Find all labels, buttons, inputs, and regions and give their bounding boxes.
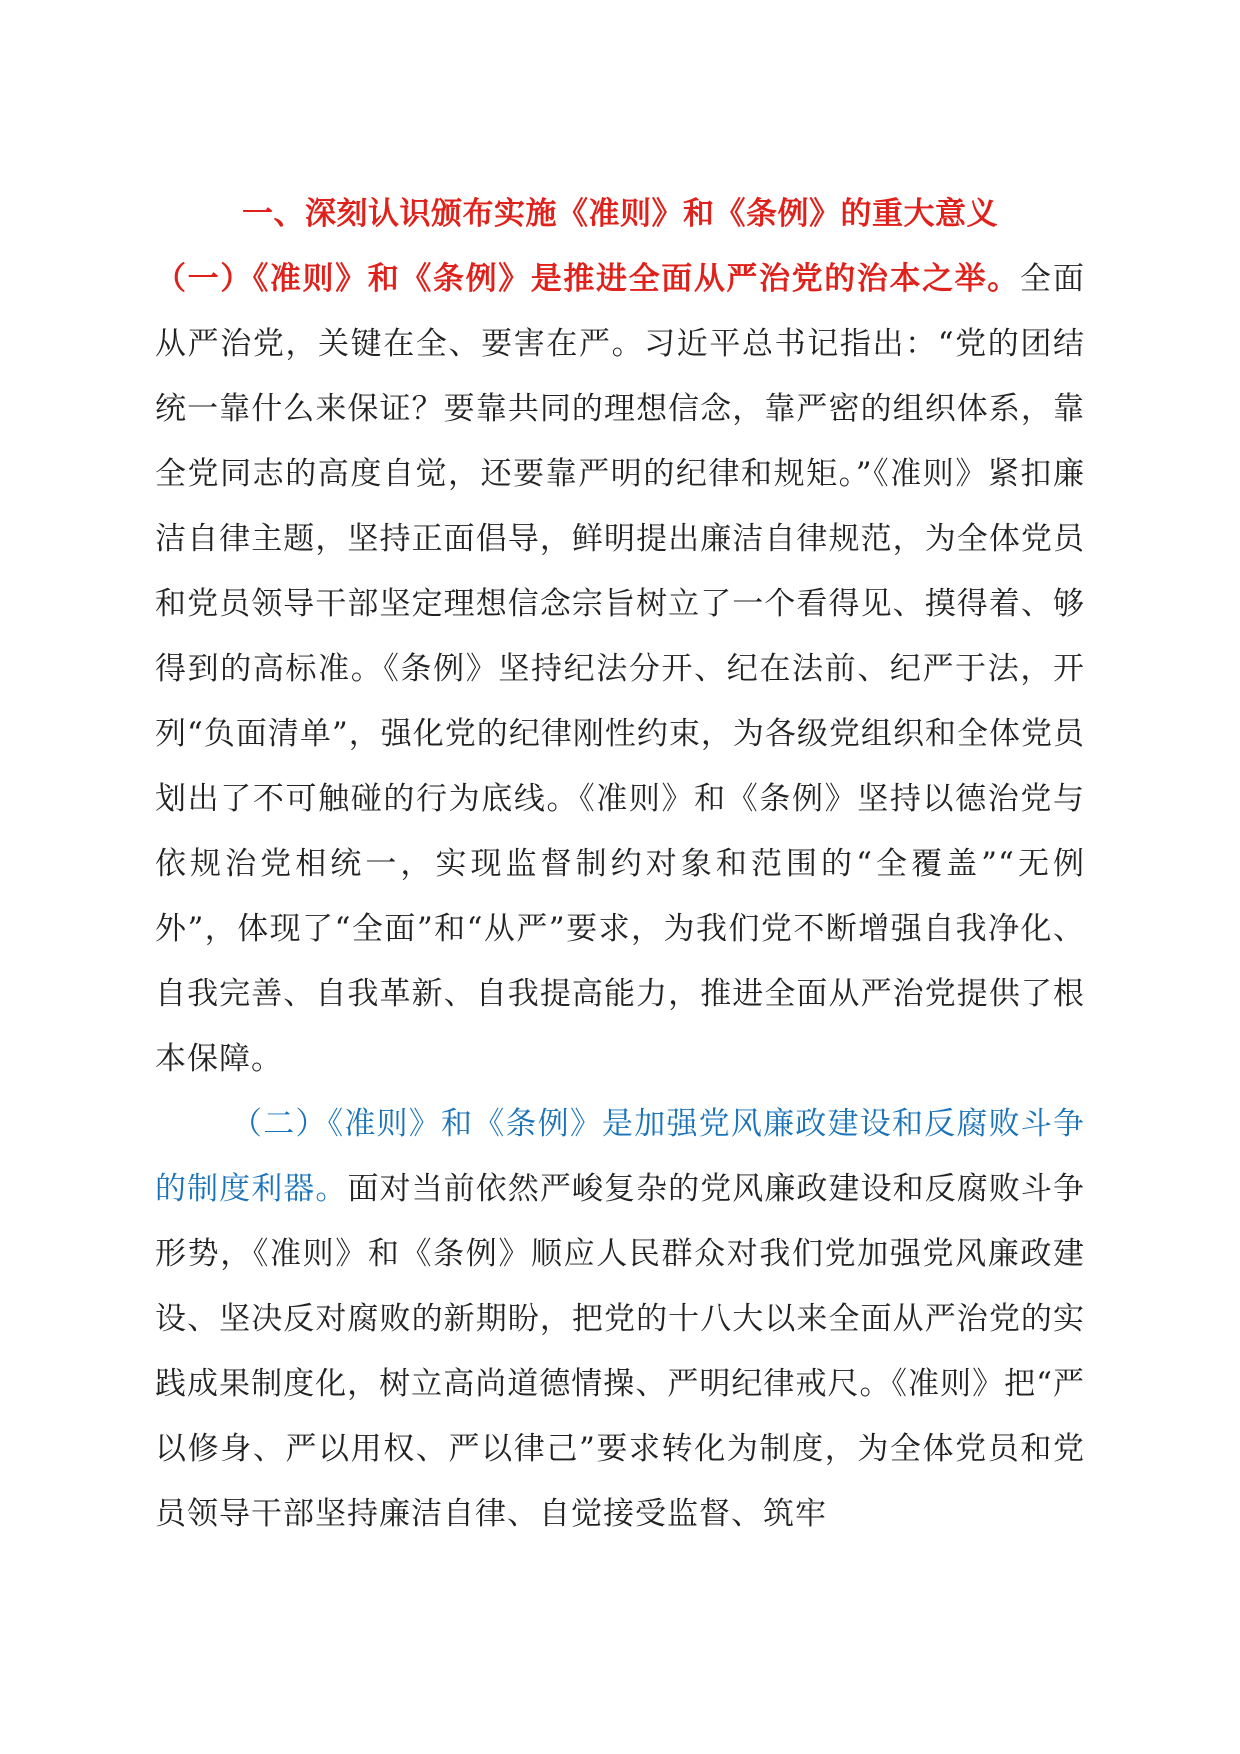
paragraph-2-lead: （二）《准则》和《条例》是加强党风廉政建设和反腐败斗争的制度利器。	[155, 1106, 1085, 1207]
paragraph-2	[155, 1092, 1085, 1547]
paragraph-1	[155, 247, 1085, 1092]
section-heading: 一、深刻认识颁布实施《准则》和《条例》的重大意义	[242, 196, 998, 232]
paragraph-1-lead: （一）《准则》和《条例》是推进全面从严治党的治本之举。	[155, 261, 1020, 297]
paragraph-2-body: 面对当前依然严峻复杂的党风廉政建设和反腐败斗争形势，《准则》和《条例》顺应人民群众对我们党加强党风廉政建设、坚决反对腐败的新期盼，把党的十八大以来全面从严治党的实践成果制度化，树立高尚道德情操、严明纪律戒尺。《准则》把“严以修身、严以用权、严以律己”要求转化为制度，为全体党员和党员领导干部坚持廉洁自律、自觉接受监督、筑牢	[155, 1171, 1086, 1532]
paragraph-1-body: 全面从严治党，关键在全、要害在严。习近平总书记指出：“党的团结统一靠什么来保证？要靠共同的理想信念，靠严密的组织体系，靠全党同志的高度自觉，还要靠严明的纪律和规矩。”《准则》紧扣廉洁自律主题，坚持正面倡导，鲜明提出廉洁自律规范，为全体党员和党员领导干部坚定理想信念宗旨树立了一个看得见、摸得着、够得到的高标准。《条例》坚持纪法分开、纪在法前、纪严于法，开列“负面清单”，强化党的纪律刚性约束，为各级党组织和全体党员划出了不可触碰的行为底线。《准则》和《条例》坚持以德治党与依规治党相统一，实现监督制约对象和范围的“全覆盖”“无例外”，体现了“全面”和“从严”要求，为我们党不断增强自我净化、自我完善、自我革新、自我提高能力，推进全面从严治党提供了根本保障。	[155, 261, 1085, 1077]
document-content	[155, 182, 1085, 1547]
